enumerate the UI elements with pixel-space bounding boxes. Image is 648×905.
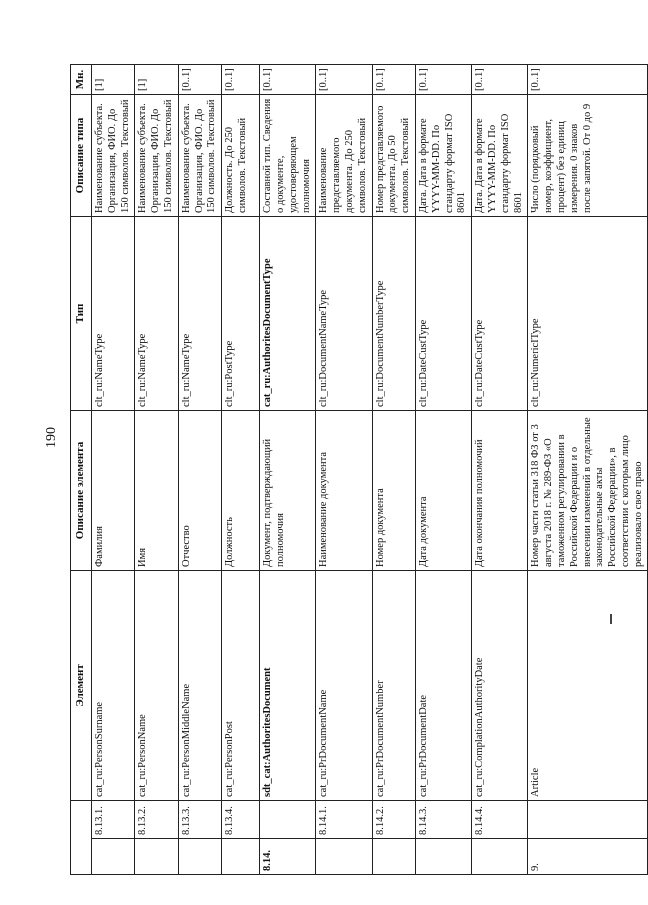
header-element: Элемент — [71, 571, 92, 801]
row-level2-number: 8.13.2. — [135, 801, 178, 839]
row-level1-number — [135, 839, 178, 875]
row-multiplicity: [0..1] — [528, 65, 648, 95]
header-type: Тип — [71, 217, 92, 411]
table-row — [135, 65, 178, 875]
row-level1-number: 9. — [528, 839, 648, 875]
row-multiplicity: [0..1] — [316, 65, 372, 95]
row-description: Дата окончания полномочий — [472, 411, 528, 571]
row-type-description: Должность. До 250 символов. Текстовый — [222, 95, 260, 217]
row-level2-number: 8.14.1. — [316, 801, 372, 839]
row-type: clt_ru:DocumentNameType — [316, 217, 372, 411]
row-multiplicity: [1] — [92, 65, 135, 95]
row-multiplicity: [0..1] — [222, 65, 260, 95]
row-multiplicity: [1] — [135, 65, 178, 95]
row-type: clt_ru:DocumentNumberType — [372, 217, 415, 411]
row-element: cat_ru:PrDocumentDate — [415, 571, 471, 801]
header-multiplicity: Мн. — [71, 65, 92, 95]
row-description: Отчество — [178, 411, 221, 571]
table-row — [528, 65, 648, 875]
row-level2-number: 8.14.3. — [415, 801, 471, 839]
table-row — [92, 65, 135, 875]
row-type-description: Наименование субъекта. Организация, ФИО. До 150 символов. Текстовый — [135, 95, 178, 217]
row-element: sdt_cat:AuthoritesDocument — [260, 571, 316, 801]
row-element: cat_ru:PersonName — [135, 571, 178, 801]
row-type-description: Номер представляемого документа. До 50 символов. Текстовый — [372, 95, 415, 217]
row-element: cat_ru:ComplationAuthorityDate — [472, 571, 528, 801]
row-level1-number — [415, 839, 471, 875]
row-description: Имя — [135, 411, 178, 571]
header-index — [71, 801, 92, 875]
page-number: 190 — [44, 427, 59, 448]
row-description: Номер документа — [372, 411, 415, 571]
row-type-description: Дата. Дата в формате YYYY-MM-DD. По стандарту формат ISO 8601 — [472, 95, 528, 217]
row-multiplicity: [0..1] — [415, 65, 471, 95]
row-description: Фамилия — [92, 411, 135, 571]
row-level1-number — [178, 839, 221, 875]
row-type: clt_ru:NameType — [92, 217, 135, 411]
rotated-page-content — [70, 65, 644, 875]
row-level2-number — [528, 801, 648, 839]
header-description: Описание элемента — [71, 411, 92, 571]
row-level1-number — [372, 839, 415, 875]
row-level2-number: 8.13.4. — [222, 801, 260, 839]
row-type: clt_ru:NumericIType — [528, 217, 648, 411]
row-type-description: Наименование субъекта. Организация, ФИО. До 150 символов. Текстовый — [92, 95, 135, 217]
row-type: clt_ru:NameType — [178, 217, 221, 411]
row-type: clt_ru:NameType — [135, 217, 178, 411]
row-multiplicity: [0..1] — [372, 65, 415, 95]
row-type-description: Наименование субъекта. Организация, ФИО. До 150 символов. Текстовый — [178, 95, 221, 217]
row-level2-number: 8.13.3. — [178, 801, 221, 839]
row-description: Должность — [222, 411, 260, 571]
header-type-description: Описание типа — [71, 95, 92, 217]
row-type-description: Составной тип. Сведения о документе, удостоверяющем полномочия — [260, 95, 316, 217]
row-type-description: Дата. Дата в формате YYYY-MM-DD. По стандарту формат ISO 8601 — [415, 95, 471, 217]
row-level1-number — [92, 839, 135, 875]
row-level2-number: 8.14.2. — [372, 801, 415, 839]
row-multiplicity: [0..1] — [178, 65, 221, 95]
table-header-row — [71, 65, 92, 875]
row-type: clt_ru:DateCustType — [472, 217, 528, 411]
row-description: Наименование документа — [316, 411, 372, 571]
table-row — [372, 65, 415, 875]
row-type-description: Число (порядковый номер, коэффициент, процент) без единиц измерения. 0 знаков после запятой. От 0 до 9 — [528, 95, 648, 217]
row-description: Документ, подтверждающий полномочия — [260, 411, 316, 571]
row-level2-number: 8.14.4. — [472, 801, 528, 839]
table-row — [316, 65, 372, 875]
row-element: cat_ru:PersonSurname — [92, 571, 135, 801]
row-element: cat_ru:PersonPost — [222, 571, 260, 801]
row-level2-number: 8.13.1. — [92, 801, 135, 839]
row-type: clt_ru:DateCustType — [415, 217, 471, 411]
scan-mark — [610, 614, 612, 624]
table-row — [222, 65, 260, 875]
row-level1-number: 8.14. — [260, 839, 316, 875]
row-multiplicity: [0..1] — [472, 65, 528, 95]
row-level1-number — [222, 839, 260, 875]
row-level2-number — [260, 801, 316, 839]
table-row — [178, 65, 221, 875]
row-level1-number — [472, 839, 528, 875]
row-type-description: Наименование представляемого документа. До 250 символов. Текстовый — [316, 95, 372, 217]
table-row — [260, 65, 316, 875]
table-row — [415, 65, 471, 875]
row-description: Дата документа — [415, 411, 471, 571]
row-type: cat_ru:AuthoritesDocumentType — [260, 217, 316, 411]
row-element: cat_ru:PrDocumentName — [316, 571, 372, 801]
row-type: clt_ru:PostType — [222, 217, 260, 411]
row-element: cat_ru:PersonMiddleName — [178, 571, 221, 801]
row-element: cat_ru:PrDocumentNumber — [372, 571, 415, 801]
row-level1-number — [316, 839, 372, 875]
specification-table — [70, 64, 648, 875]
row-multiplicity: [0..1] — [260, 65, 316, 95]
row-element: Article — [528, 571, 648, 801]
table-row — [472, 65, 528, 875]
row-description: Номер части статьи 318 ФЗ от 3 августа 2018 г. № 289-ФЗ «О таможенном регулировании в Российской Федерации и о внесении изменений в отдельные законодательные акты Российской Федерации», в соответствии с которым лицо реализовало свое право — [528, 411, 648, 571]
